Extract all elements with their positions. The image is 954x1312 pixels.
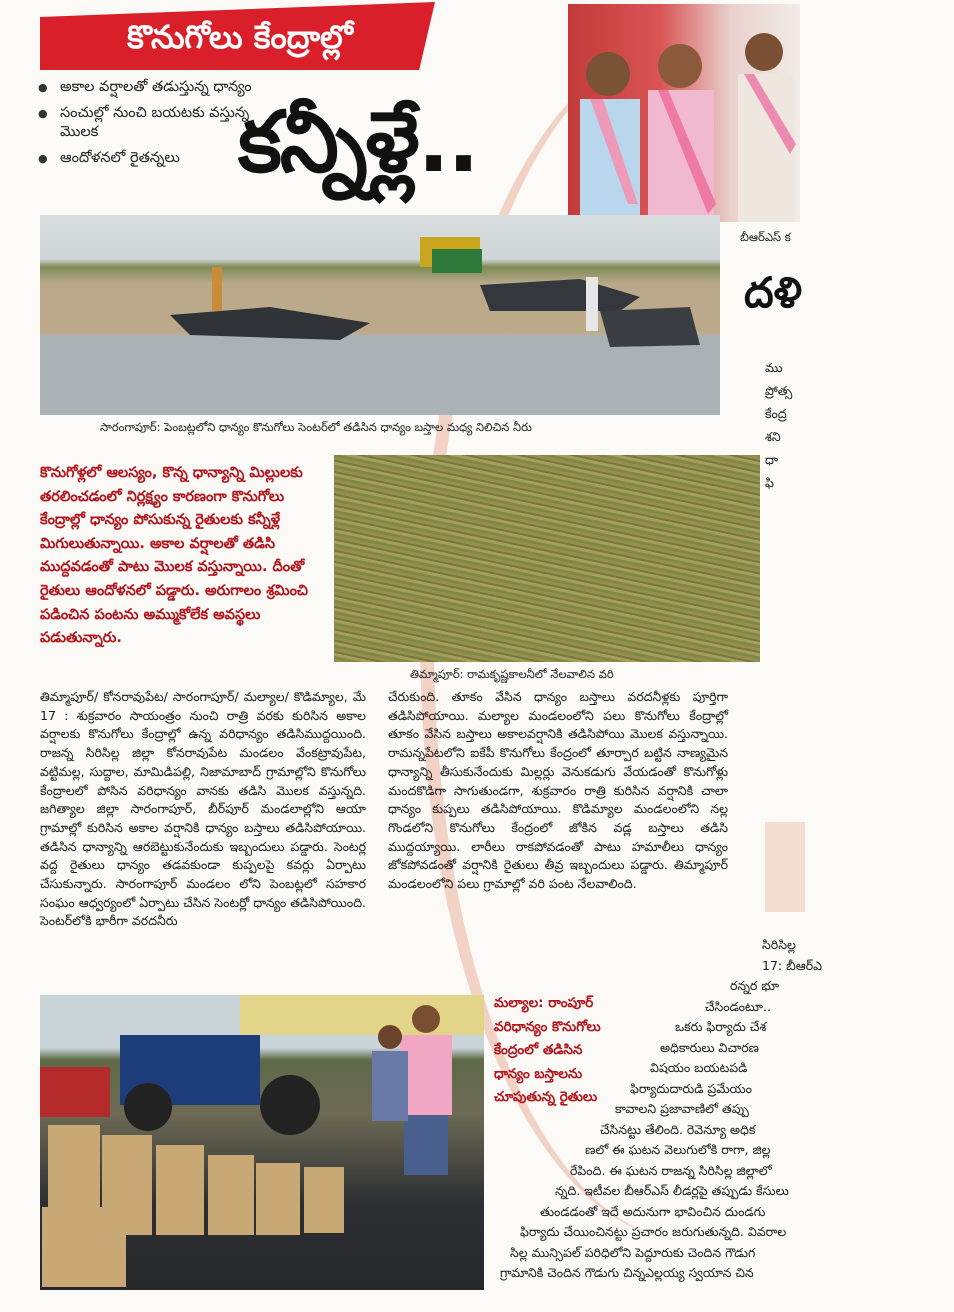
photo-farmers-with-bags xyxy=(40,995,484,1290)
side-column-fragment xyxy=(765,356,825,494)
photo-caption: బీఆర్‌ఎస్ క xyxy=(740,230,791,244)
text-line: చేసిండంటూ.. xyxy=(705,998,771,1014)
side-story-bottom xyxy=(500,935,830,1284)
text-line: అధికారులు విచారణ xyxy=(660,1039,759,1055)
text-line: విషయం బయటపడి xyxy=(650,1060,748,1075)
text-line: శని xyxy=(765,429,781,444)
bullet-item: ● ఆందోళనలో రైతన్నలు xyxy=(38,149,258,168)
bullet-list xyxy=(38,78,258,175)
text-line: ధా xyxy=(765,452,779,467)
text-line: 17: బీఆర్‌ఎ xyxy=(762,957,823,973)
text-line: ణలో ఈ ఘటన వెలుగులోకి రాగా, జిల్ల xyxy=(585,1142,771,1157)
side-color-box xyxy=(765,822,805,912)
photo-wet-grain-center xyxy=(40,215,720,415)
photo-caption-deck: మల్యాల: రాంపూర్ వరిధాన్యం కొనుగోలు కేంద్రంలో తడిసిన ధాన్యం బస్తాలను చూపుతున్న రైతులు xyxy=(494,995,601,1106)
text-line: ఫిర్యాదుదారుడి ప్రమేయం xyxy=(630,1080,752,1096)
text-line: గ్రామానికి చెందిన గౌడుగు చిన్నఎల్లయ్య స్వయాన చిన xyxy=(500,1265,754,1280)
text-line: కేంద్ర xyxy=(765,406,787,421)
text-line: ప్రోత్స xyxy=(765,383,793,398)
text-line: ఫి xyxy=(765,475,774,490)
bullet-item: ● అకాల వర్షాలతో తడుస్తున్న ధాన్యం xyxy=(38,78,258,97)
article-column: చేరుకుంది. తూకం వేసిన ధాన్యం బస్తాలు వరదనీళ్లకు పూర్తిగా తడిసిపోయాయి. మల్యాల మండలంలోని పలు కొనుగోలు కేంద్రాల్లో తూకం వేసిన బస్తాలు అకాలవర్షానికి తడిసిపోయి మొలక వస్తున్నాయి. రామన్నపేటలోని ఐకేపీ కొనుగోలు కేంద్రంలో తూర్పార బట్టిన నాణ్యమైన ధాన్యాన్ని తీసుకునేందుకు మిల్లర్లు వెనుకడుగు వేయడంతో కొనుగోళ్లు మందకొడిగా సాగుతుండగా, శుక్రవారం రాత్రి కురిసిన వర్షానికి చాలా ధాన్యం కుప్పలు తడిసిపోయాయి. కొడిమ్యాల మండలంలోని నల్ల గొండలోని కొనుగోలు కేంద్రంలో జోకిన వడ్ల బస్తాలు తడిసి ముద్దయ్యాయి. లారీలు రాకపోవడంతో పాటు హమాలీలు ధాన్యం జోకపోవడంతో వర్షానికి రైతులు తీవ్ర ఇబ్బందులు పడ్డారు. తిమ్మాపూర్ మండలంలోని పలు గ్రామాల్లో వరి పంట నేలవాలింది. xyxy=(388,689,728,892)
photo-flattened-paddy xyxy=(334,455,760,662)
text-line: రేపింది. ఈ ఘటన రాజన్న సిరిసిల్ల జిల్లాలో xyxy=(570,1162,772,1178)
main-headline: కన్నీళ్లే.. xyxy=(238,93,478,191)
text-line: చేసినట్టు తేలింది. రెవెన్యూ అధిక xyxy=(600,1121,756,1137)
text-line: ఒకరు ఫిర్యాదు చేశ xyxy=(675,1019,767,1034)
text-line: కావాలని ప్రజావాణిలో తప్పు xyxy=(615,1101,749,1116)
photo-brs-leaders xyxy=(568,4,800,222)
photo-caption: సారంగాపూర్: పెంబట్లలోని ధాన్యం కొనుగోలు సెంటర్‌లో తడిసిన ధాన్యం బస్తాల మధ్య నిలిచిన నీరు xyxy=(100,420,532,434)
text-line: ఫిర్యాదు చేయించినట్టు ప్రచారం జరుగుతున్నది. వివరాల xyxy=(520,1224,787,1239)
article-column: తిమ్మాపూర్/ కోనరావుపేట/ సారంగాపూర్/ మల్యాల/ కొడిమ్యాల, మే 17 : శుక్రవారం సాయంత్రం నుంచి రాత్రి వరకు కురిసిన అకాల వర్షాలకు కొనుగోలు కేంద్రాల్లో ఉన్న వరిధాన్యం తడిసిముద్దయింది. రాజన్న సిరిసిల్ల జిల్లా కోనరావుపేట మండలం వేంకట్రావుపేట, వట్టిమల్ల, సుద్దాల, మామిడిపల్లి, నిజామాబాద్ గ్రామాల్లోని కొనుగోలు కేంద్రాలలో పోసిన వరిధాన్యం వానకు తడిసి మొలక వస్తున్నది. జగిత్యాల జిల్లా సారంగాపూర్, బీర్‌పూర్ మండలాల్లోని ఆయా గ్రామాల్లో కురిసిన అకాల వర్షానికి ధాన్యం బస్తాలు తడిసిపోయాయి. తడిసిన ధాన్యాన్ని ఆరబెట్టుకునేందుకు ఇబ్బందులు పడ్డారు. సెంటర్ల వద్ద రైతులు ధాన్యం తడవకుండా కుప్పలపై కవర్లు ఏర్పాటు చేసుకున్నారు. సారంగాపూర్ మండలం లోని పెంబట్లలో సహకార సంఘం ఆధ్వర్యంలో ఏర్పాటు చేసిన సెంటర్లో ధాన్యం తడిసిపోయింది. సెంటర్‌లోకి భారీగా వరదనీరు xyxy=(40,689,366,929)
text-line: సిల్ల మున్సిపల్ పరిధిలోని పెద్దూరుకు చెందిన గౌడుగ xyxy=(510,1244,756,1260)
text-line: న్నది. ఇటీవల బీఆర్‌ఎస్ లీడర్లపై తప్పుడు కేసులు xyxy=(555,1183,789,1198)
text-line: ము xyxy=(765,360,783,375)
photo-caption: తిమ్మాపూర్: రామకృష్ణకాలనీలో నేలవాలిన వరి xyxy=(410,667,614,681)
side-headline: దళి xyxy=(744,268,803,317)
text-line: సిరిసిల్ల xyxy=(762,937,796,952)
bullet-item: ● సంచుల్లో నుంచి బయటకు వస్తున్న మొలక xyxy=(38,104,258,142)
kicker-text: కొనుగోలు కేంద్రాల్లో xyxy=(127,18,353,56)
story-deck: కొనుగోళ్లలో ఆలస్యం, కొన్న ధాన్యాన్ని మిల్లులకు తరలించడంలో నిర్లక్ష్యం కారణంగా కొనుగోలు కేంద్రాల్లో ధాన్యం పోసుకున్న రైతులకు కన్నీళ్లే మిగులుతున్నాయి. అకాల వర్షాలతో తడిసి ముద్దవడంతో పాటు మొలక వస్తున్నాయి. దీంతో రైతులు ఆందోళనలో పడ్డారు. అరుగాలం శ్రమించి పడించిన పంటను అమ్ముకోలేక అవస్థలు పడుతున్నారు. xyxy=(40,465,309,647)
text-line: తుండడంతో ఇదే అదునుగా భావించిన దుండగు xyxy=(540,1203,766,1219)
text-line: రన్నర భూ xyxy=(730,978,780,993)
